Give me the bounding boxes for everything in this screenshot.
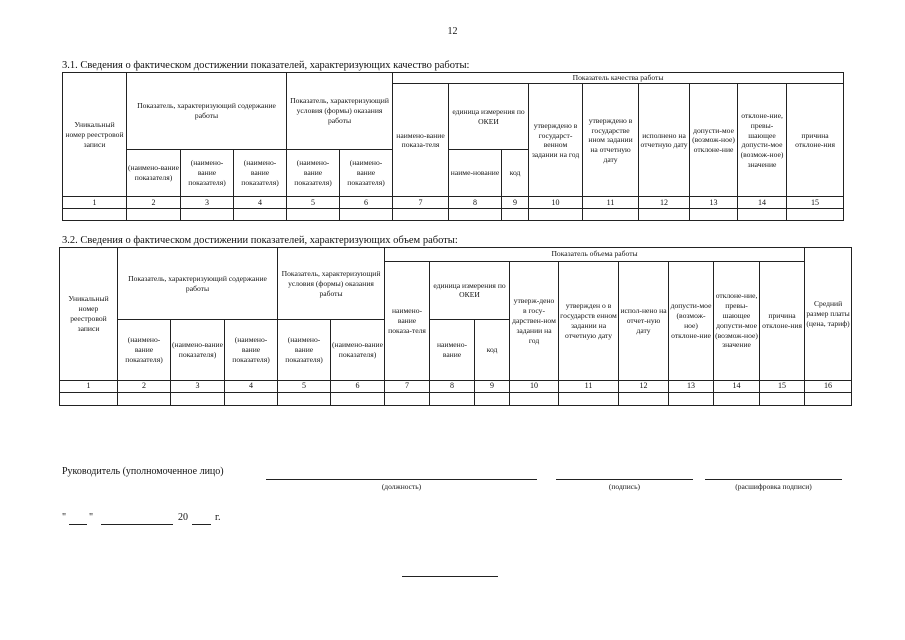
volume-sub-name-1: (наимено-вание показателя) — [118, 320, 171, 381]
column-number: 7 — [393, 197, 449, 209]
empty-cell[interactable] — [385, 393, 430, 406]
empty-cell[interactable] — [559, 393, 619, 406]
quality-allowed-deviation-header: допусти-мое (возмож-ное) отклоне-ние — [690, 84, 738, 197]
column-number: 15 — [787, 197, 844, 209]
position-line[interactable] — [266, 479, 537, 480]
empty-cell[interactable] — [278, 393, 331, 406]
empty-cell[interactable] — [287, 209, 340, 221]
quality-sub-name-5: (наимено-вание показателя) — [340, 149, 393, 196]
volume-unit-header: единица измерения по ОКЕИ — [430, 261, 510, 320]
column-number: 8 — [449, 197, 502, 209]
quality-sub-name-1: (наимено-вание показателя) — [127, 149, 181, 196]
date-month-line[interactable] — [101, 524, 173, 525]
volume-excess-deviation-header: отклоне-ние, превы-шающее допусти-мое (возмож-ное) значение — [714, 261, 760, 380]
quality-sub-name-2: (наимено-вание показателя) — [181, 149, 234, 196]
signature-label: Руководитель (уполномоченное лицо) — [62, 466, 224, 477]
page-number: 12 — [447, 26, 458, 37]
volume-approved-date-header: утвержден о в государств енном задании на отчетную дату — [559, 261, 619, 380]
empty-cell[interactable] — [475, 393, 510, 406]
decode-caption: (расшифровка подписи) — [735, 482, 812, 491]
column-number: 12 — [619, 380, 669, 393]
column-number: 9 — [502, 197, 529, 209]
column-number: 6 — [340, 197, 393, 209]
volume-allowed-deviation-header: допусти-мое (возмож-ное) отклоне-ние — [669, 261, 714, 380]
column-number: 9 — [475, 380, 510, 393]
date-year-prefix: 20 — [178, 512, 188, 523]
quality-indicator-group-header: Показатель качества работы — [393, 73, 844, 84]
date-year-suffix: г. — [215, 512, 221, 523]
quality-unit-header: единица измерения по ОКЕИ — [449, 84, 529, 149]
table-row — [60, 393, 852, 406]
empty-cell[interactable] — [738, 209, 787, 221]
column-number: 13 — [690, 197, 738, 209]
empty-cell[interactable] — [690, 209, 738, 221]
volume-indicator-name-header: наимено-вание показа-теля — [385, 261, 430, 380]
quality-sub-name-3: (наимено-вание показателя) — [234, 149, 287, 196]
quality-content-header: Показатель, характеризующий содержание работы — [127, 73, 287, 150]
column-number: 4 — [225, 380, 278, 393]
volume-sub-name-2: (наимено-вание показателя) — [171, 320, 225, 381]
sign-line[interactable] — [556, 479, 693, 480]
date-close-quote: " — [89, 512, 94, 523]
volume-content-header: Показатель, характеризующий содержание работы — [118, 248, 278, 320]
date-day-line[interactable] — [69, 524, 87, 525]
sign-caption: (подпись) — [608, 482, 641, 491]
quality-unit-code-header: код — [502, 149, 529, 196]
column-number: 3 — [181, 197, 234, 209]
empty-cell[interactable] — [171, 393, 225, 406]
empty-cell[interactable] — [619, 393, 669, 406]
quality-indicator-name-header: наимено-вание показа-теля — [393, 84, 449, 197]
column-number: 2 — [118, 380, 171, 393]
column-number: 8 — [430, 380, 475, 393]
column-number: 6 — [331, 380, 385, 393]
decode-line[interactable] — [705, 479, 842, 480]
volume-sub-name-3: (наимено-вание показателя) — [225, 320, 278, 381]
empty-cell[interactable] — [60, 393, 118, 406]
empty-cell[interactable] — [430, 393, 475, 406]
column-number: 1 — [63, 197, 127, 209]
volume-avg-price-header: Средний размер платы (цена, тариф) — [805, 248, 852, 381]
empty-cell[interactable] — [669, 393, 714, 406]
date-year-line[interactable] — [192, 524, 211, 525]
volume-unit-name-header: наимено-вание — [430, 320, 475, 381]
volume-table — [59, 247, 852, 406]
empty-cell[interactable] — [393, 209, 449, 221]
column-number: 11 — [583, 197, 639, 209]
column-number: 15 — [760, 380, 805, 393]
empty-cell[interactable] — [234, 209, 287, 221]
empty-cell[interactable] — [760, 393, 805, 406]
column-number: 2 — [127, 197, 181, 209]
empty-cell[interactable] — [225, 393, 278, 406]
column-number: 12 — [639, 197, 690, 209]
column-number: 14 — [714, 380, 760, 393]
column-number: 5 — [278, 380, 331, 393]
column-number: 3 — [171, 380, 225, 393]
volume-sub-name-5: (наимено-вание показателя) — [331, 320, 385, 381]
empty-cell[interactable] — [529, 209, 583, 221]
empty-cell[interactable] — [714, 393, 760, 406]
volume-conditions-header: Показатель, характеризующий условия (формы) оказания работы — [278, 248, 385, 320]
empty-cell[interactable] — [340, 209, 393, 221]
empty-cell[interactable] — [118, 393, 171, 406]
empty-cell[interactable] — [510, 393, 559, 406]
table-row — [63, 209, 844, 221]
volume-indicator-group-header: Показатель объема работы — [385, 248, 805, 262]
column-number: 13 — [669, 380, 714, 393]
column-number: 1 — [60, 380, 118, 393]
empty-cell[interactable] — [127, 209, 181, 221]
date-open-quote: " — [62, 512, 67, 523]
volume-approved-year-header: утверж-дено в госу-дарствен-ном задании на год — [510, 261, 559, 380]
empty-cell[interactable] — [583, 209, 639, 221]
quality-approved-year-header: утверждено в государст-венном задании на год — [529, 84, 583, 197]
volume-executed-header: испол-нено на отчет-ную дату — [619, 261, 669, 380]
column-number: 14 — [738, 197, 787, 209]
quality-unique-number-header: Уникальный номер реестровой записи — [63, 73, 127, 197]
volume-sub-name-4: (наимено-вание показателя) — [278, 320, 331, 381]
quality-conditions-header: Показатель, характеризующий условия (формы) оказания работы — [287, 73, 393, 150]
column-number: 4 — [234, 197, 287, 209]
quality-table — [62, 72, 844, 221]
volume-unit-code-header: код — [475, 320, 510, 381]
quality-approved-date-header: утверждено в государстве нном задании на отчетную дату — [583, 84, 639, 197]
footer-divider — [402, 576, 498, 577]
empty-cell[interactable] — [449, 209, 502, 221]
empty-cell[interactable] — [639, 209, 690, 221]
quality-executed-header: исполнено на отчетную дату — [639, 84, 690, 197]
empty-cell[interactable] — [787, 209, 844, 221]
quality-excess-deviation-header: отклоне-ние, превы-шающее допусти-мое (возмож-ное) значение — [738, 84, 787, 197]
column-number: 10 — [529, 197, 583, 209]
quality-section-title: 3.1. Сведения о фактическом достижении показателей, характеризующих качество работы: — [62, 60, 470, 71]
quality-reason-header: причина отклоне-ния — [787, 84, 844, 197]
position-caption: (должность) — [381, 482, 422, 491]
empty-cell[interactable] — [805, 393, 852, 406]
column-number: 10 — [510, 380, 559, 393]
column-number: 7 — [385, 380, 430, 393]
volume-section-title: 3.2. Сведения о фактическом достижении показателей, характеризующих объем работы: — [62, 235, 458, 246]
quality-unit-name-header: наиме-нование — [449, 149, 502, 196]
column-number: 16 — [805, 380, 852, 393]
column-number: 5 — [287, 197, 340, 209]
empty-cell[interactable] — [331, 393, 385, 406]
volume-unique-number-header: Уникальный номер реестровой записи — [60, 248, 118, 381]
empty-cell[interactable] — [63, 209, 127, 221]
quality-sub-name-4: (наимено-вание показателя) — [287, 149, 340, 196]
volume-reason-header: причина отклоне-ния — [760, 261, 805, 380]
empty-cell[interactable] — [502, 209, 529, 221]
column-number: 11 — [559, 380, 619, 393]
empty-cell[interactable] — [181, 209, 234, 221]
